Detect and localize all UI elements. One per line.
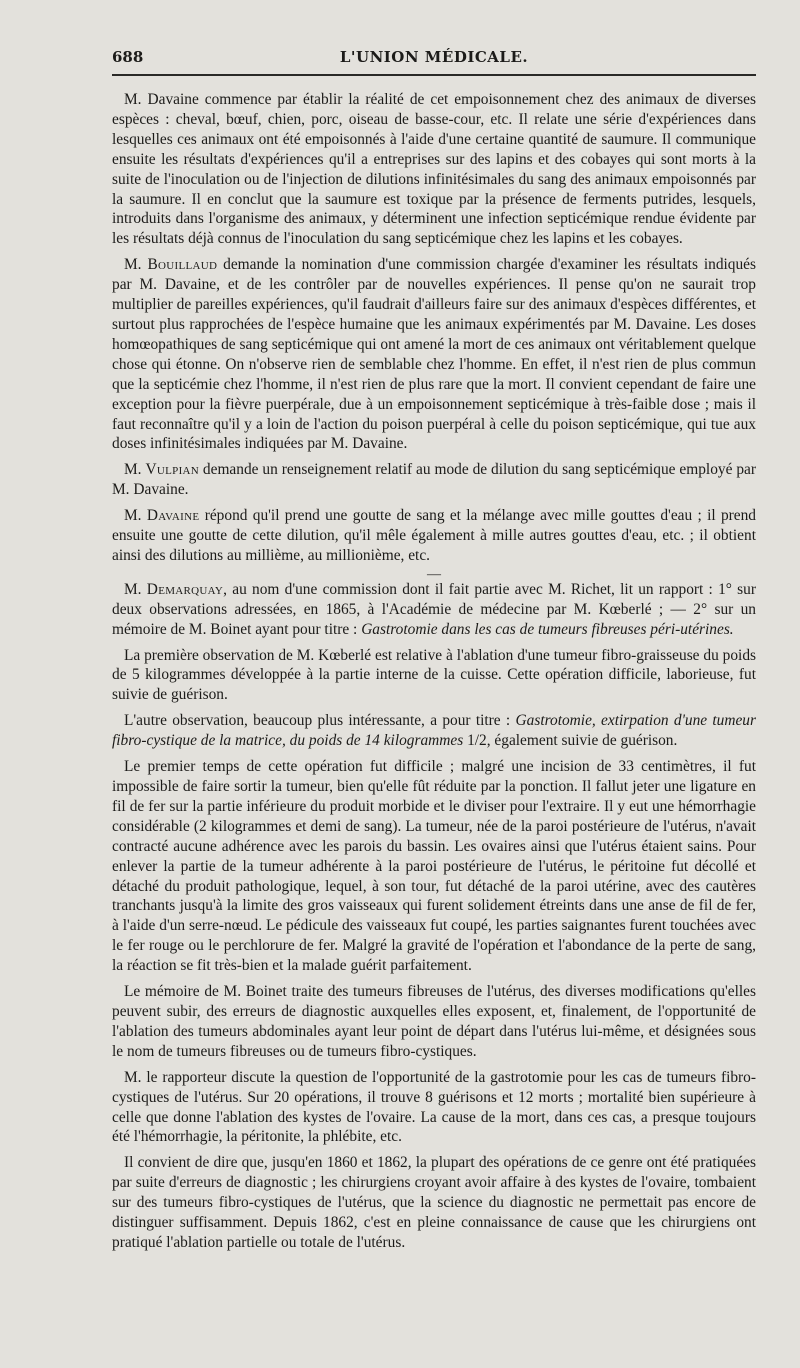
paragraph-davaine-experiments xyxy=(112,90,756,249)
paragraph-second-observation xyxy=(112,711,756,751)
paragraph-text: répond qu'il prend une goutte de sang et la mélange avec mille gouttes d'eau ; il prend ensuite une goutte de cette dilution, qu'il mêle également à mille autres gouttes d'eau, etc. ; il obtient ainsi des dilutions au millième, au millionième, etc. xyxy=(112,507,756,564)
speaker-name: Vulpian xyxy=(145,461,200,479)
article-body xyxy=(112,90,756,1253)
paragraph-text: demande la nomination d'une commission chargée d'examiner les résultats indiqués par M. Davaine, et de les contrôler par de nouvelles expériences. Il pense qu'on ne saurait trop multiplier de pareilles expériences, qu'il faudrait d'ailleurs faire sur des animaux d'espèces différentes, et surtout plus rapprochées de l'espèce humaine que les animaux expérimentés par M. Davaine. Les doses homœopathiques de sang septicémique qui ont amené la mort de ces animaux ont véritablement quelque chose qui étonne. On n'observe rien de semblable chez l'homme. En effet, il n'est rien de plus commun que la septicémie chez l'homme, il n'est rien de plus rare que la mort. Il convient cependant de faire une exception pour la fièvre puerpérale, due à un empoisonnement septicémique à très-faible dose ; mais il faut reconnaître qu'il y a loin de l'action du poison puerpéral à celle du poison septicémique, qui tue aux doses infinitésimales indiquées par M. Davaine. xyxy=(112,256,756,453)
paragraph-first-observation xyxy=(112,646,756,706)
paragraph-rapporteur xyxy=(112,1068,756,1148)
paragraph-text-end: 1/2, également suivie de guérison. xyxy=(463,732,678,750)
paragraph-vulpian: M. Vulpian demande un renseignement relatif au mode de dilution du sang septicémique employé par M. Davaine. xyxy=(112,461,756,499)
speaker-name: Davaine xyxy=(146,507,200,525)
paragraph-text: Le premier temps de cette opération fut difficile ; malgré une incision de 33 centimètres, il fut impossible de faire sortir la tumeur, bien qu'elle fût réduite par la ponction. Il fallut jeter une ligature en fil de fer sur la partie inférieure du produit morbide et le diviser pour l'extraire. Il y eut une hémorrhagie considérable (2 kilogrammes et demi de sang). La tumeur, née de la paroi postérieure de l'utérus, n'avait contracté aucune adhérence avec les parois du bassin. Les ovaires ainsi que l'utérus étaient sains. Pour enlever la partie de la tumeur adhérente à la paroi postérieure de l'utérus, le péritoine fut décollé et détaché du produit pathologique, lequel, à son tour, fut détaché de la paroi utérine, avec des cautères tranchants jusqu'à la limite des gros vaisseaux qui furent solidement étreints dans une anse de fil de fer, à l'aide d'un serre-nœud. Le pédicule des vaisseaux fut coupé, les parties saignantes furent touchées avec le fer rouge ou le perchlorure de fer. Malgré la gravité de l'opération et l'abondance de la perte de sang, la réaction se fit très-bien et la malade guérit parfaitement. xyxy=(112,758,756,975)
paragraph-demarquay: M. Demarquay, au nom d'une commission dont il fait partie avec M. Richet, lit un rapport : 1° sur deux observations adressées, en 1865, à l'Académie de médecine par M. Kœberlé ; — 2° sur un mémoire de M. Boinet ayant pour titre : Gastrotomie dans les cas de tumeurs fibreuses péri-utérines. xyxy=(112,580,756,638)
paragraph-text: , au nom d'une commission dont il fait partie avec M. Richet, lit un rapport : 1° sur deux observations adressées, en 1865, à l'Académie de médecine par M. Kœberlé ; — 2° sur un mémoire de M. Boinet ayant pour titre : xyxy=(112,580,756,638)
section-separator: — xyxy=(427,566,441,582)
paragraph-text: Le mémoire de M. Boinet traite des tumeurs fibreuses de l'utérus, des diverses modifications qu'elles peuvent subir, des erreurs de diagnostic auxquelles elles exposent, et, finalement, de l'opportunité de l'ablation des tumeurs abdominales ayant leur point de départ dans l'utérus lui-même, et désignées sous le nom de tumeurs fibreuses ou de tumeurs fibro-cystiques. xyxy=(112,983,756,1060)
observation-title: Gastrotomie, extirpation d'une tumeur fibro-cystique de la matrice, du poids de 14 kilogrammes xyxy=(112,712,756,750)
speaker-name: Bouillaud xyxy=(147,256,218,274)
page-number: 688 xyxy=(112,48,144,66)
paragraph-bouillaud: M. Bouillaud demande la nomination d'une commission chargée d'examiner les résultats indiqués par M. Davaine, et de les contrôler par de nouvelles expériences. Il pense qu'on ne saurait trop multiplier de pareilles expériences, qu'il faudrait d'ailleurs faire sur des animaux d'espèces différentes, et surtout plus rapprochées de l'espèce humaine que les animaux expérimentés par M. Davaine. Les doses homœopathiques de sang septicémique qui ont amené la mort de ces animaux ont véritablement quelque chose qui étonne. On n'observe rien de semblable chez l'homme. En effet, il n'est rien de plus commun que la septicémie chez l'homme, il n'est rien de plus rare que la mort. Il convient cependant de faire une exception pour la fièvre puerpérale, due à un empoisonnement septicémique à très-faible dose ; mais il faut reconnaître qu'il y a loin de l'action du poison puerpéral à celle du poison septicémique, qui tue aux doses infinitésimales indiquées par M. Davaine. xyxy=(112,256,756,453)
paragraph-diagnostic-errors xyxy=(112,1153,756,1253)
paragraph-text: demande un renseignement relatif au mode de dilution du sang septicémique employé par M. Davaine. xyxy=(112,461,756,499)
paragraph-operation-details xyxy=(112,757,756,976)
paragraph-text: M. le rapporteur discute la question de l'opportunité de la gastrotomie pour les cas de tumeurs fibro-cystiques de l'utérus. Sur 20 opérations, il trouve 8 guérisons et 12 morts ; mortalité bien supérieure à celle que donne l'ablation des kystes de l'ovaire. La cause de la mort, dans ces cas, a presque toujours été l'hémorrhagie, la péritonite, la phlébite, etc. xyxy=(112,1068,756,1146)
paragraph-text: L'autre observation, beaucoup plus intéressante, a pour titre : xyxy=(124,712,516,730)
running-title: L'UNION MÉDICALE. xyxy=(339,48,529,66)
paragraph-davaine-reply: M. Davaine répond qu'il prend une goutte de sang et la mélange avec mille gouttes d'eau ; il prend ensuite une goutte de cette dilution, qu'il mêle également à mille autres gouttes d'eau, etc. ; il obtient ainsi des dilutions au millième, au millionième, etc. xyxy=(112,507,756,564)
paragraph-text: M. Davaine commence par établir la réalité de cet empoisonnement chez des animaux de diverses espèces : cheval, bœuf, chien, porc, oiseau de basse-cour, etc. Il relate une série d'expériences dans lesquelles ces animaux ont été empoisonnés à l'aide d'une certaine quantité de saumure. Il communique ensuite les résultats d'expériences qu'il a entreprises sur des lapins et des cobayes qui sont morts à la suite de l'inoculation ou de l'injection de dilutions infinitésimales du sang des animaux empoisonnés par la saumure. Il en conclut que la saumure est toxique par la présence de ferments putrides, lesquels, introduits dans l'organisme des animaux, y déterminent une infection septicémique rendue évidente par les résultats déjà connus de l'inoculation du sang septicémique chez les lapins et les cobayes. xyxy=(112,91,756,248)
paragraph-boinet-memoir xyxy=(112,982,756,1062)
paragraph-text: Il convient de dire que, jusqu'en 1860 et 1862, la plupart des opérations de ce genre ont été pratiquées par suite d'erreurs de diagnostic ; les chirurgiens croyant avoir affaire à des kystes de l'ovaire, tombaient sur des tumeurs fibro-cystiques de l'utérus, que la science du diagnostic ne permettait pas encore de distinguer suffisamment. Depuis 1862, c'est en pleine connaissance de cause que les chirurgiens ont pratiqué l'ablation partielle ou totale de l'utérus. xyxy=(112,1154,756,1251)
speaker-name: Demarquay xyxy=(146,580,224,598)
memoir-title: Gastrotomie dans les cas de tumeurs fibreuses péri-utérines. xyxy=(361,620,734,638)
page-header xyxy=(112,44,756,76)
paragraph-text: La première observation de M. Kœberlé est relative à l'ablation d'une tumeur fibro-graisseuse du poids de 5 kilogrammes développée à la partie interne de la cuisse. Cette opération difficile, laborieuse, fut suivie de guérison. xyxy=(112,646,756,704)
